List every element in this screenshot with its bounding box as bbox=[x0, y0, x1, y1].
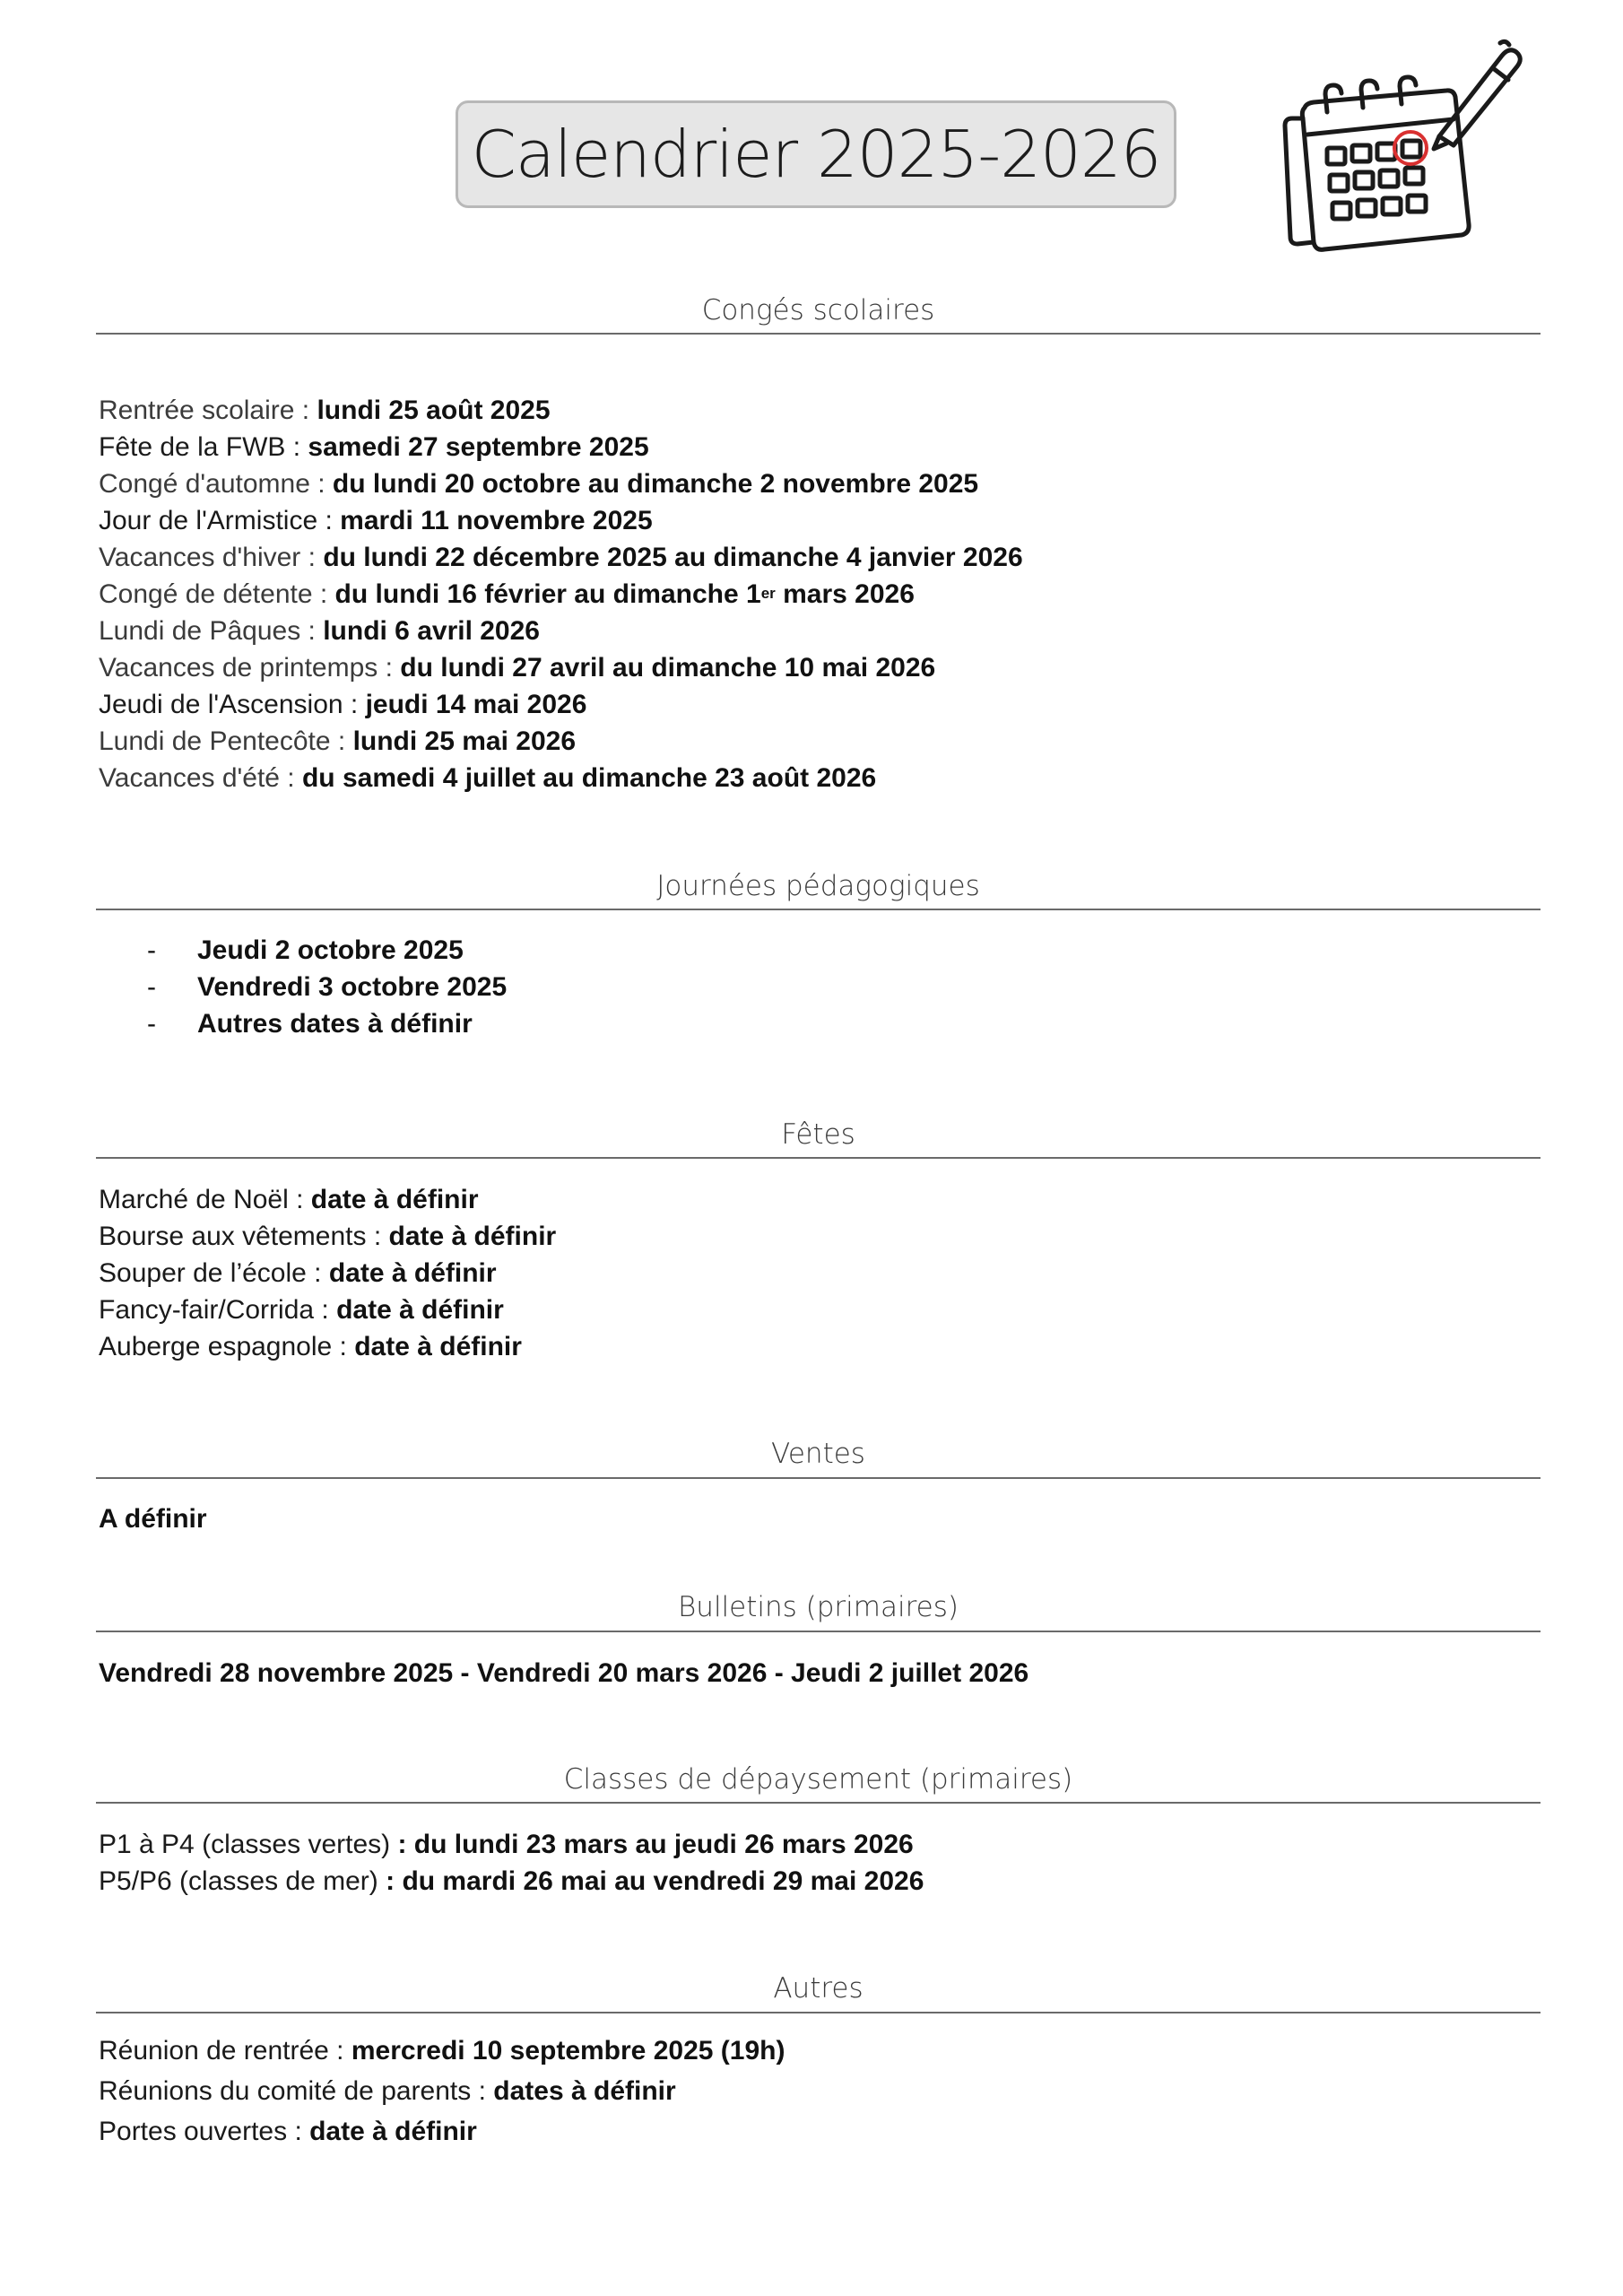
section-divider bbox=[96, 1157, 1541, 1159]
autre-value: dates à définir bbox=[493, 2076, 676, 2106]
conges-value: lundi 6 avril 2026 bbox=[323, 616, 540, 646]
fete-value: date à définir bbox=[328, 1258, 497, 1288]
classe-value: : du mardi 26 mai au vendredi 29 mai 2026 bbox=[386, 1866, 924, 1896]
bullet-dash: - bbox=[147, 972, 156, 1002]
fete-label: Marché de Noël : bbox=[99, 1185, 311, 1214]
section-divider bbox=[96, 909, 1541, 910]
journee-text: Jeudi 2 octobre 2025 bbox=[197, 935, 464, 965]
conges-label: Congé d'automne : bbox=[99, 469, 333, 499]
ordinal-suffix: er bbox=[760, 585, 776, 602]
section-title-bulletins: Bulletins (primaires) bbox=[678, 1591, 959, 1623]
conges-value: du lundi 22 décembre 2025 au dimanche 4 janvier 2026 bbox=[323, 543, 1023, 572]
autre-value: date à définir bbox=[309, 2117, 477, 2146]
conges-label: Congé de détente : bbox=[99, 579, 335, 609]
journee-item bbox=[147, 933, 464, 969]
conges-item bbox=[99, 503, 653, 539]
classe-label: P1 à P4 (classes vertes) bbox=[99, 1830, 398, 1859]
fete-item bbox=[99, 1329, 522, 1365]
conges-item bbox=[99, 650, 935, 686]
autre-label: Portes ouvertes : bbox=[99, 2117, 310, 2146]
section-title-classes: Classes de dépaysement (primaires) bbox=[563, 1763, 1073, 1796]
fete-item bbox=[99, 1256, 497, 1292]
conges-value: du samedi 4 juillet au dimanche 23 août 2026 bbox=[301, 763, 877, 793]
conges-label: Lundi de Pentecôte : bbox=[99, 726, 353, 756]
fete-value: date à définir bbox=[310, 1185, 479, 1214]
conges-value: samedi 27 septembre 2025 bbox=[308, 432, 649, 462]
classe-label: P5/P6 (classes de mer) bbox=[99, 1866, 386, 1896]
conges-item bbox=[99, 724, 576, 760]
section-title-conges: Congés scolaires bbox=[701, 294, 935, 326]
journee-text: Vendredi 3 octobre 2025 bbox=[197, 972, 508, 1002]
classe-item bbox=[99, 1827, 914, 1863]
conges-value: mardi 11 novembre 2025 bbox=[340, 506, 653, 535]
conges-item bbox=[99, 540, 1023, 576]
conges-item bbox=[99, 466, 978, 502]
section-divider bbox=[96, 1477, 1541, 1479]
section-title-journees: Journées pédagogiques bbox=[656, 870, 980, 902]
autre-label: Réunions du comité de parents : bbox=[99, 2076, 494, 2106]
conges-item bbox=[99, 687, 586, 723]
conges-item bbox=[99, 393, 551, 429]
bulletins-text: Vendredi 28 novembre 2025 - Vendredi 20 mars 2026 - Jeudi 2 juillet 2026 bbox=[99, 1658, 1029, 1688]
section-title-ventes: Ventes bbox=[771, 1438, 865, 1470]
conges-value-part: du lundi 16 février au dimanche 1 bbox=[334, 579, 761, 609]
classe-value: : du lundi 23 mars au jeudi 26 mars 2026 bbox=[397, 1830, 914, 1859]
conges-value-part: mars 2026 bbox=[775, 579, 915, 609]
fete-value: date à définir bbox=[388, 1222, 557, 1251]
conges-item bbox=[99, 577, 915, 613]
autre-item bbox=[99, 2033, 785, 2069]
conges-item bbox=[99, 613, 540, 649]
bullet-dash: - bbox=[147, 935, 156, 965]
journee-item bbox=[147, 1006, 473, 1042]
conges-label: Lundi de Pâques : bbox=[99, 616, 324, 646]
ventes-text: A définir bbox=[99, 1504, 207, 1534]
conges-value: lundi 25 août 2025 bbox=[317, 396, 551, 425]
fete-value: date à définir bbox=[354, 1332, 522, 1361]
conges-value: du lundi 27 avril au dimanche 10 mai 2026 bbox=[400, 653, 936, 683]
fete-item bbox=[99, 1182, 479, 1218]
fete-label: Auberge espagnole : bbox=[99, 1332, 355, 1361]
bullet-dash: - bbox=[147, 1009, 156, 1039]
conges-value: du lundi 20 octobre au dimanche 2 novembre 2025 bbox=[332, 469, 979, 499]
section-title-autres: Autres bbox=[773, 1972, 864, 2005]
fete-item bbox=[99, 1292, 504, 1328]
title-box bbox=[456, 100, 1176, 208]
classe-item bbox=[99, 1864, 924, 1900]
conges-value: jeudi 14 mai 2026 bbox=[365, 690, 587, 719]
section-divider bbox=[96, 2012, 1541, 2013]
conges-item bbox=[99, 430, 649, 465]
fete-label: Souper de l’école : bbox=[99, 1258, 329, 1288]
autre-item bbox=[99, 2114, 477, 2150]
fete-value: date à définir bbox=[336, 1295, 504, 1325]
autre-label: Réunion de rentrée : bbox=[99, 2036, 352, 2066]
calendar-with-pen-icon bbox=[1278, 36, 1529, 260]
conges-label: Vacances d'hiver : bbox=[99, 543, 324, 572]
section-title-fetes: Fêtes bbox=[781, 1118, 855, 1151]
section-divider bbox=[96, 1802, 1541, 1804]
conges-item bbox=[99, 761, 876, 796]
journee-item bbox=[147, 970, 508, 1005]
conges-label: Rentrée scolaire : bbox=[99, 396, 317, 425]
conges-value: lundi 25 mai 2026 bbox=[352, 726, 577, 756]
page-title: Calendrier 2025-2026 bbox=[471, 117, 1161, 192]
autre-item bbox=[99, 2074, 676, 2109]
fete-item bbox=[99, 1219, 556, 1255]
conges-label: Vacances de printemps : bbox=[99, 653, 401, 683]
fete-label: Bourse aux vêtements : bbox=[99, 1222, 389, 1251]
journee-text: Autres dates à définir bbox=[197, 1009, 473, 1039]
conges-label: Fête de la FWB : bbox=[99, 432, 308, 462]
conges-label: Vacances d'été : bbox=[99, 763, 302, 793]
fete-label: Fancy-fair/Corrida : bbox=[99, 1295, 337, 1325]
section-divider bbox=[96, 1631, 1541, 1632]
autre-value: mercredi 10 septembre 2025 (19h) bbox=[351, 2036, 785, 2066]
conges-label: Jeudi de l'Ascension : bbox=[99, 690, 366, 719]
conges-label: Jour de l'Armistice : bbox=[99, 506, 341, 535]
section-divider bbox=[96, 333, 1541, 335]
conges-value bbox=[335, 579, 915, 609]
